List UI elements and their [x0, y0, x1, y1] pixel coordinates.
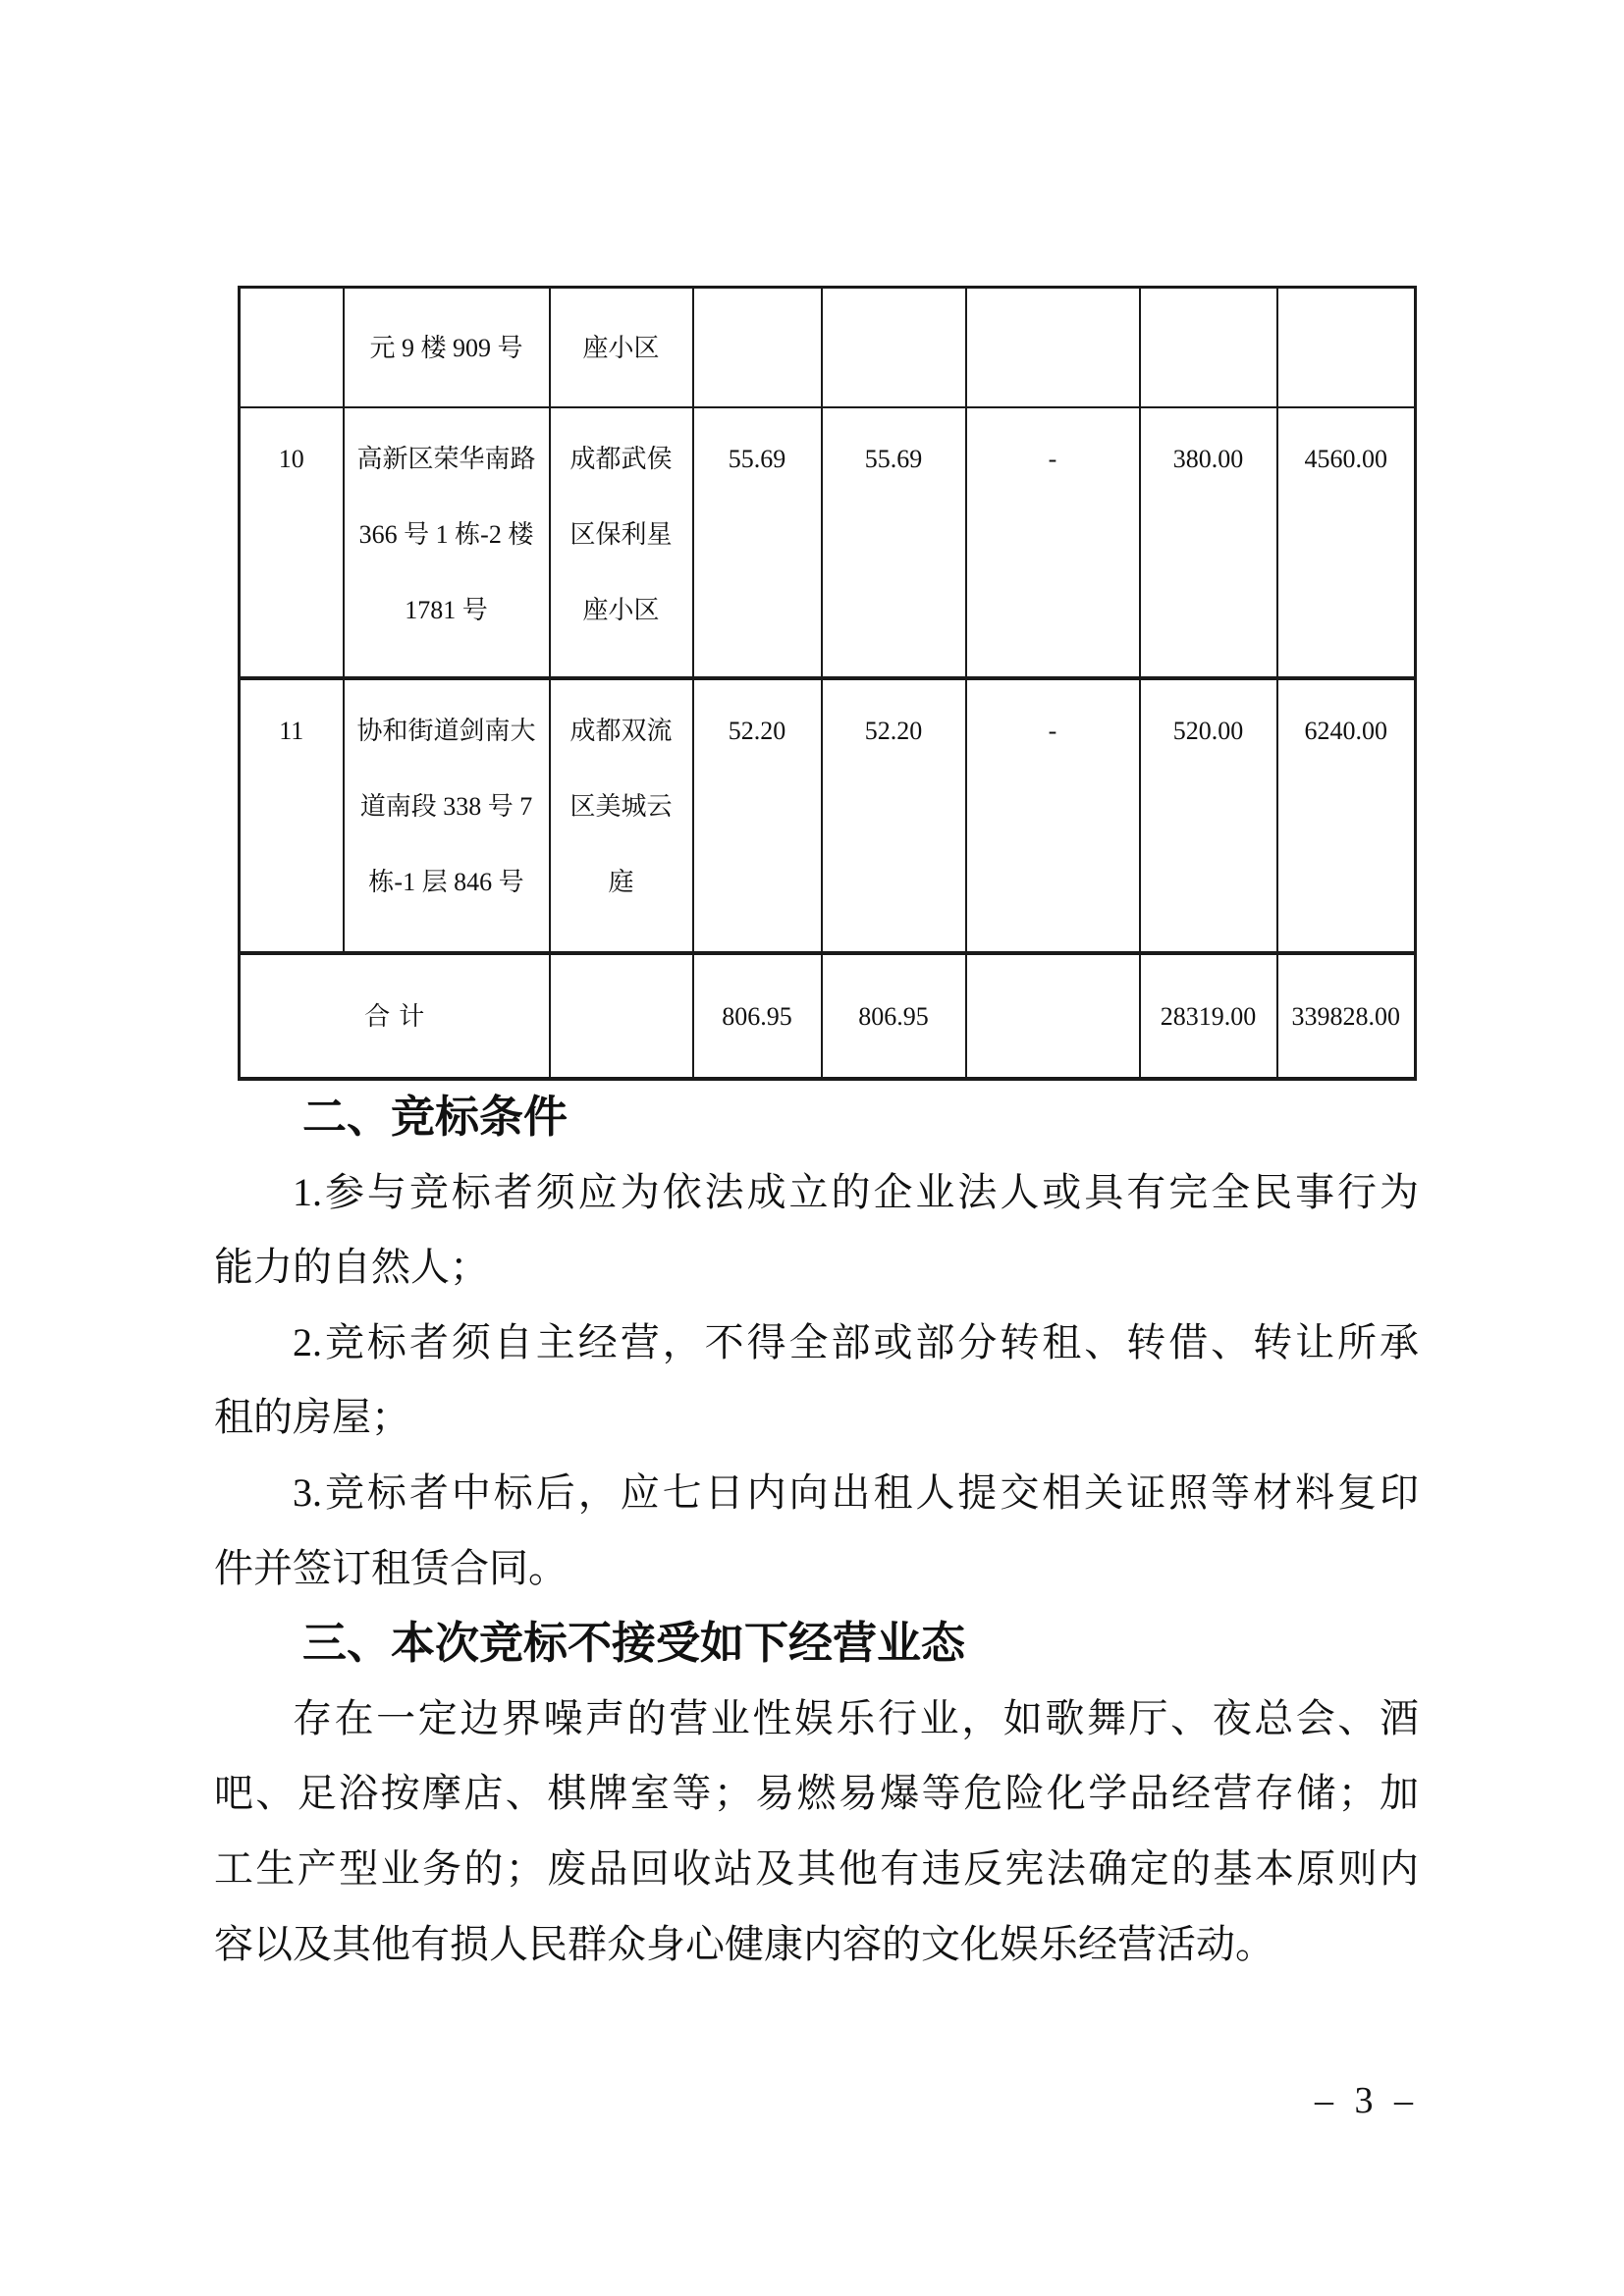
para1-line1: 1.参与竞标者须应为依法成立的企业法人或具有完全民事行为: [293, 1169, 1419, 1214]
para2-line2: 租的房屋；: [214, 1395, 410, 1440]
cell-annual-rent: [1277, 407, 1416, 678]
table-row-10: [240, 407, 1416, 678]
section-heading-3: 三、本次竞标不接受如下经营业态: [302, 1618, 966, 1669]
cell-annual-rent: [1277, 678, 1416, 953]
page-number: – 3 –: [1315, 2080, 1419, 2121]
cell-monthly-rent: [1140, 288, 1277, 408]
cell-seq: [240, 678, 344, 953]
cell-rent-area: [822, 288, 966, 408]
cell-community: [550, 288, 693, 408]
cell-annual-rent: [1277, 288, 1416, 408]
para2-line1: 2.竞标者须自主经营，不得全部或部分转租、转借、转让所承: [293, 1319, 1419, 1364]
cell-address: [344, 407, 550, 678]
annual-rent-text: 4560.00: [1304, 445, 1387, 473]
address-line: 元 9 楼 909 号: [369, 333, 523, 362]
cell-annual-rent: 339828.00: [1277, 953, 1416, 1079]
rent-area-text: 52.20: [864, 717, 923, 745]
para4-line3: 工生产型业务的；废品回收站及其他有违反宪法确定的基本原则内: [214, 1845, 1419, 1891]
para3-line2: 件并签订租赁合同。: [214, 1545, 568, 1590]
note-text: -: [1048, 445, 1057, 473]
address-line: 1781 号: [405, 596, 488, 624]
cell-seq: [240, 407, 344, 678]
community-line: 区保利星: [569, 520, 673, 549]
cell-monthly-rent: 28319.00: [1140, 953, 1277, 1079]
cell-note: [966, 678, 1140, 953]
address-line: 高新区荣华南路: [356, 445, 536, 473]
cell-seq: [240, 288, 344, 408]
cell-lease-area: [693, 678, 822, 953]
cell-community: [550, 953, 693, 1079]
cell-note: [966, 407, 1140, 678]
para3-line1: 3.竞标者中标后，应七日内向出租人提交相关证照等材料复印: [293, 1469, 1419, 1515]
cell-rent-area: [822, 407, 966, 678]
address-line: 366 号 1 栋-2 楼: [358, 520, 534, 549]
lease-area-text: 52.20: [728, 717, 786, 745]
cell-monthly-rent: [1140, 678, 1277, 953]
seq-text: 10: [278, 445, 304, 473]
cell-note: [966, 288, 1140, 408]
note-text: -: [1048, 717, 1057, 745]
para4-line1: 存在一定边界噪声的营业性娱乐行业，如歌舞厅、夜总会、酒: [293, 1695, 1419, 1740]
community-line: 庭: [608, 868, 634, 896]
para1-line2: 能力的自然人；: [214, 1245, 489, 1290]
cell-note: [966, 953, 1140, 1079]
community-line: 成都武侯: [569, 445, 673, 473]
cell-total-label: 合计: [240, 953, 550, 1079]
community-line: 成都双流: [569, 717, 673, 745]
para4-line2: 吧、足浴按摩店、棋牌室等；易燃易爆等危险化学品经营存储；加: [214, 1771, 1419, 1816]
address-line: 道南段 338 号 7: [359, 792, 533, 821]
cell-monthly-rent: [1140, 407, 1277, 678]
cell-address: [344, 678, 550, 953]
cell-rent-area: 806.95: [822, 953, 966, 1079]
address-line: 协和街道剑南大: [356, 717, 536, 745]
cell-lease-area: [693, 288, 822, 408]
cell-lease-area: [693, 407, 822, 678]
address-line: 栋-1 层 846 号: [368, 868, 524, 896]
property-lease-table: [238, 286, 1417, 1081]
rent-area-text: 55.69: [864, 445, 923, 473]
monthly-rent-text: 380.00: [1172, 445, 1244, 473]
para4-line4: 容以及其他有损人民群众身心健康内容的文化娱乐经营活动。: [214, 1921, 1274, 1966]
table-row-total: [240, 953, 1416, 1079]
lease-area-text: 55.69: [728, 445, 786, 473]
cell-rent-area: [822, 678, 966, 953]
community-line: 区美城云: [569, 792, 673, 821]
cell-community: [550, 407, 693, 678]
table-row-continued: [240, 288, 1416, 408]
cell-community: [550, 678, 693, 953]
cell-lease-area: 806.95: [693, 953, 822, 1079]
seq-text: 11: [279, 717, 304, 745]
cell-address: [344, 288, 550, 408]
community-line: 座小区: [582, 333, 660, 362]
section-heading-2: 二、竞标条件: [302, 1092, 568, 1142]
monthly-rent-text: 520.00: [1172, 717, 1244, 745]
document-body: [214, 1080, 1419, 1982]
community-line: 座小区: [582, 596, 660, 624]
table-row-11: [240, 678, 1416, 953]
annual-rent-text: 6240.00: [1304, 717, 1387, 745]
